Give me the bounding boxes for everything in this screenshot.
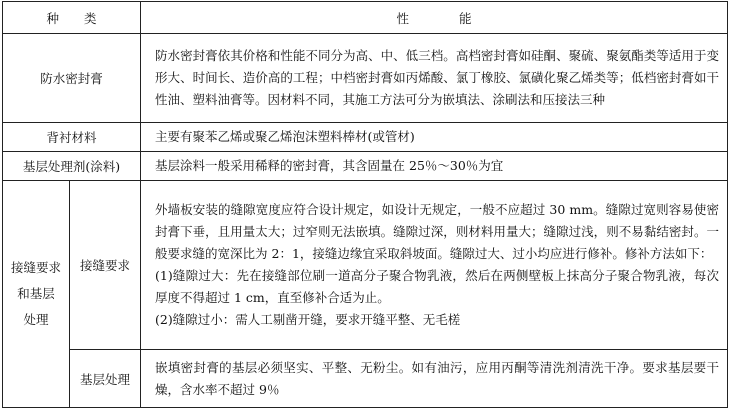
table-row xyxy=(3,181,728,350)
row-name-waterproof-sealant: 防水密封膏 xyxy=(3,34,141,123)
table-row xyxy=(3,350,728,408)
table-header-row xyxy=(3,2,728,34)
joint-para-3: (2)缝隙过小：需人工剔凿开缝，要求开缝平整、无毛槎 xyxy=(155,312,461,327)
joint-para-2: (1)缝隙过大：先在接缝部位刷一道高分子聚合物乳液，然后在两侧壁板上抹高分子聚合物乳液，每次厚度不得超过 1 cm，直至修补合适为止。 xyxy=(155,268,719,305)
row-text-waterproof-sealant: 防水密封膏依其价格和性能不同分为高、中、低三档。高档密封膏如硅酮、聚硫、聚氨酯类等适用于变形大、时间长、造价高的工程；中档密封膏如丙烯酸、氯丁橡胶、氯磺化聚乙烯类等；低档密封膏如干性油、塑料油膏等。因材料不同，其施工方法可分为嵌填法、涂刷法和压接法三种 xyxy=(141,34,728,123)
header-performance: 性 能 xyxy=(141,2,728,34)
row-text-joint-requirements xyxy=(141,181,728,350)
row-name-joint-requirements: 接缝要求 xyxy=(70,181,141,350)
row-text-primer: 基层涂料一般采用稀释的密封膏，其含固量在 25％～30％为宜 xyxy=(141,152,728,181)
group-name-line-3: 处理 xyxy=(23,312,49,327)
row-name-backing-material: 背衬材料 xyxy=(3,123,141,152)
group-name-line-2: 和基层 xyxy=(17,286,55,301)
table-row xyxy=(3,123,728,152)
table-row xyxy=(3,34,728,123)
row-text-substrate: 嵌填密封膏的基层必须坚实、平整、无粉尘。如有油污，应用丙酮等清洗剂清洗干净。要求基层要干燥，含水率不超过 9％ xyxy=(141,350,728,408)
row-group-joint-and-substrate xyxy=(3,181,70,408)
row-name-primer: 基层处理剂(涂料) xyxy=(3,152,141,181)
sealant-spec-table xyxy=(2,1,728,408)
header-category: 种 类 xyxy=(3,2,141,34)
table-row xyxy=(3,152,728,181)
row-text-backing-material: 主要有聚苯乙烯或聚乙烯泡沫塑料棒材(或管材) xyxy=(141,123,728,152)
joint-para-1: 外墙板安装的缝隙宽度应符合设计规定，如设计无规定，一般不应超过 30 mm。缝隙过宽则容易使密封膏下垂，且用量太大；过窄则无法嵌填。缝隙过深，则材料用量大；缝隙过浅，则不易黏结密封。一般要求缝的宽深比为 2：1，接缝边缘宜采取斜坡面。缝隙过大、过小均应进行修补。修补方法如下： xyxy=(155,202,719,261)
row-name-substrate: 基层处理 xyxy=(70,350,141,408)
group-name-line-1: 接缝要求 xyxy=(10,260,61,275)
